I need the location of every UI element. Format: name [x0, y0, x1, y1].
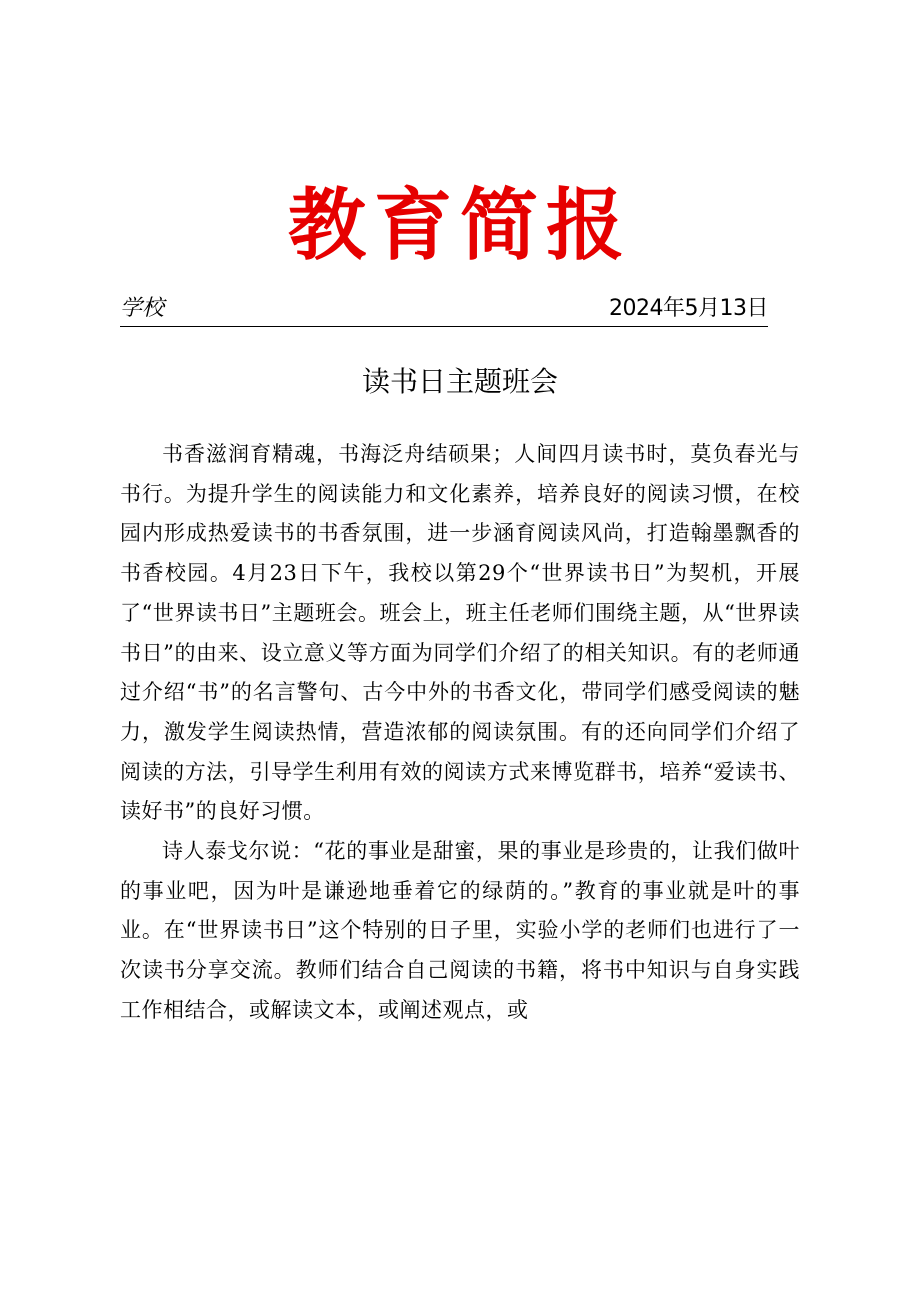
paragraph-1: 书香滋润育精魂，书海泛舟结硕果；人间四月读书时，莫负春光与书行。为提升学生的阅读能力和文化素养，培养良好的阅读习惯，在校园内形成热爱读书的书香氛围，进一步涵育阅读风尚，打造翰墨飘香的书香校园。4月23日下午，我校以第29个“世界读书日”为契机，开展了“世界读书日”主题班会。班会上，班主任老师们围绕主题，从“世界读书日”的由来、设立意义等方面为同学们介绍了的相关知识。有的老师通过介绍“书”的名言警句、古今中外的书香文化，带同学们感受阅读的魅力，激发学生阅读热情，营造浓郁的阅读氛围。有的还向同学们介绍了阅读的方法，引导学生利用有效的阅读方式来博览群书，培养“爱读书、读好书”的良好习惯。	[120, 442, 800, 824]
school-label: 学校	[120, 296, 165, 321]
masthead-title: 教育简报	[287, 180, 632, 271]
paragraph-2: 诗人泰戈尔说：“花的事业是甜蜜，果的事业是珍贵的，让我们做叶的事业吧，因为叶是谦逊地垂着它的绿荫的。”教育的事业就是叶的事业。在“世界读书日”这个特别的日子里，实验小学的老师们也进行了一次读书分享交流。教师们结合自己阅读的书籍，将书中知识与自身实践工作相结合，或解读文本，或阐述观点，或	[120, 839, 800, 1022]
article-body	[120, 435, 800, 1031]
meta-row	[120, 292, 768, 327]
issue-date: 2024年5月13日	[609, 296, 768, 321]
article-title: 读书日主题班会	[361, 365, 558, 398]
